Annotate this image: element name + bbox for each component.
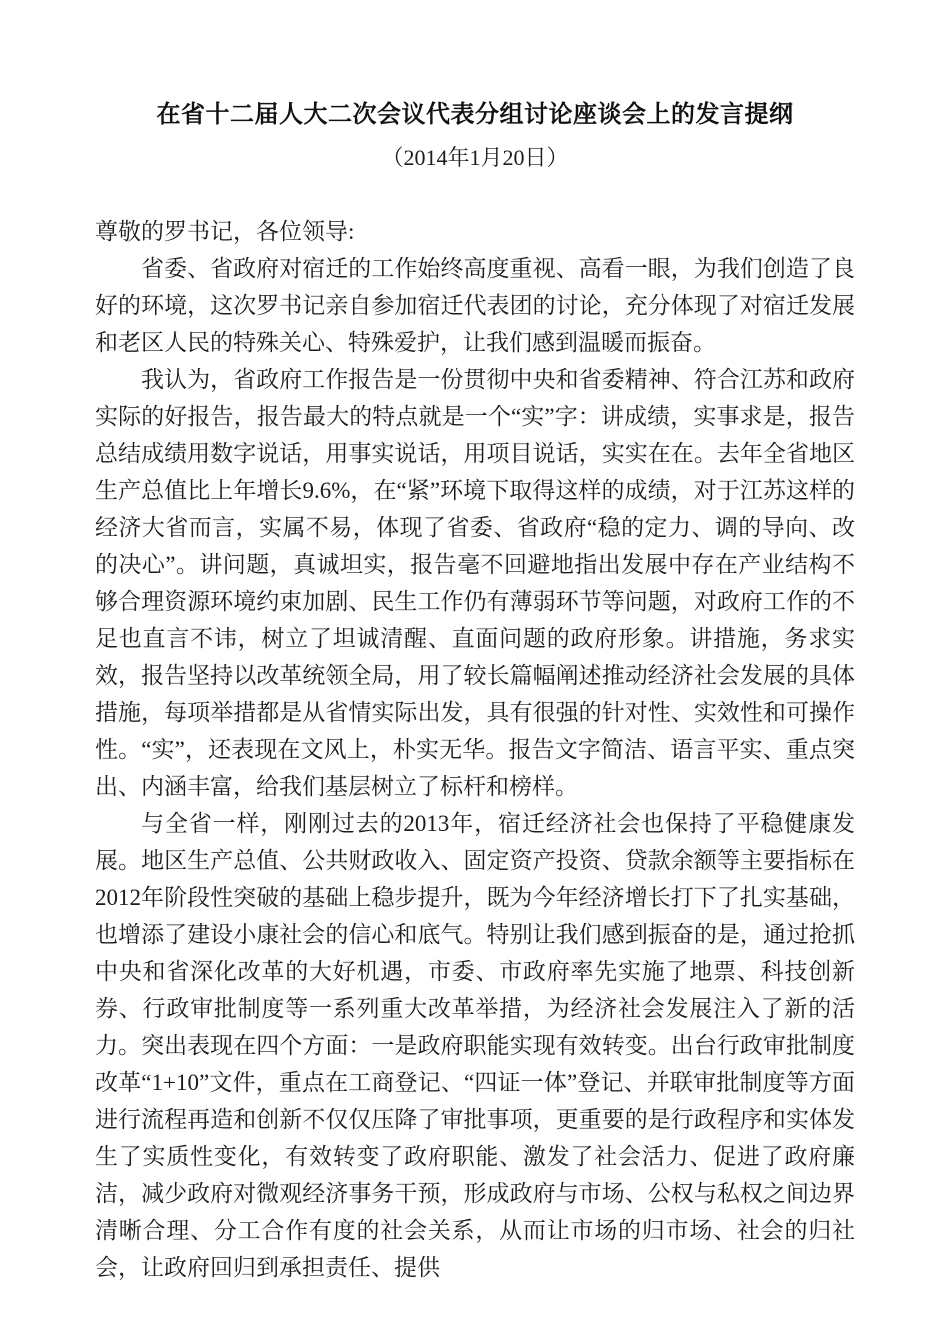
paragraph-3: 与全省一样，刚刚过去的2013年，宿迁经济社会也保持了平稳健康发展。地区生产总值、公共财政收入、固定资产投资、贷款余额等主要指标在2012年阶段性突破的基础上稳步提升，既为今年经济增长打下了扎实基础，也增添了建设小康社会的信心和底气。特别让我们感到振奋的是，通过抢抓中央和省深化改革的大好机遇，市委、市政府率先实施了地票、科技创新券、行政审批制度等一系列重大改革举措，为经济社会发展注入了新的活力。突出表现在四个方面：一是政府职能实现有效转变。出台行政审批制度改革“1+10”文件，重点在工商登记、“四证一体”登记、并联审批制度等方面进行流程再造和创新不仅仅压降了审批事项，更重要的是行政程序和实体发生了实质性变化，有效转变了政府职能、激发了社会活力、促进了政府廉洁，减少政府对微观经济事务干预，形成政府与市场、公权与私权之间边界清晰合理、分工合作有度的社会关系，从而让市场的归市场、社会的归社会，让政府回归到承担责任、提供 bbox=[95, 811, 855, 1280]
paragraph-1: 省委、省政府对宿迁的工作始终高度重视、高看一眼，为我们创造了良好的环境，这次罗书记亲自参加宿迁代表团的讨论，充分体现了对宿迁发展和老区人民的特殊关心、特殊爱护，让我们感到温暖而振奋。 bbox=[95, 256, 855, 355]
paragraph-2: 我认为，省政府工作报告是一份贯彻中央和省委精神、符合江苏和政府实际的好报告，报告最大的特点就是一个“实”字：讲成绩，实事求是，报告总结成绩用数字说话，用事实说话，用项目说话，实实在在。去年全省地区生产总值比上年增长9.6%，在“紧”环境下取得这样的成绩，对于江苏这样的经济大省而言，实属不易，体现了省委、省政府“稳的定力、调的导向、改的决心”。讲问题，真诚坦实，报告毫不回避地指出发展中存在产业结构不够合理资源环境约束加剧、民生工作仍有薄弱环节等问题，对政府工作的不足也直言不讳，树立了坦诚清醒、直面问题的政府形象。讲措施，务求实效，报告坚持以改革统领全局，用了较长篇幅阐述推动经济社会发展的具体措施，每项举措都是从省情实际出发，具有很强的针对性、实效性和可操作性。“实”，还表现在文风上，朴实无华。报告文字简洁、语言平实、重点突出、内涵丰富，给我们基层树立了标杆和榜样。 bbox=[95, 367, 855, 799]
salutation-line: 尊敬的罗书记，各位领导: bbox=[95, 219, 355, 244]
document-date-line: （2014年1月20日） bbox=[381, 145, 569, 170]
document-title: 在省十二届人大二次会议代表分组讨论座谈会上的发言提纲 bbox=[156, 102, 794, 128]
